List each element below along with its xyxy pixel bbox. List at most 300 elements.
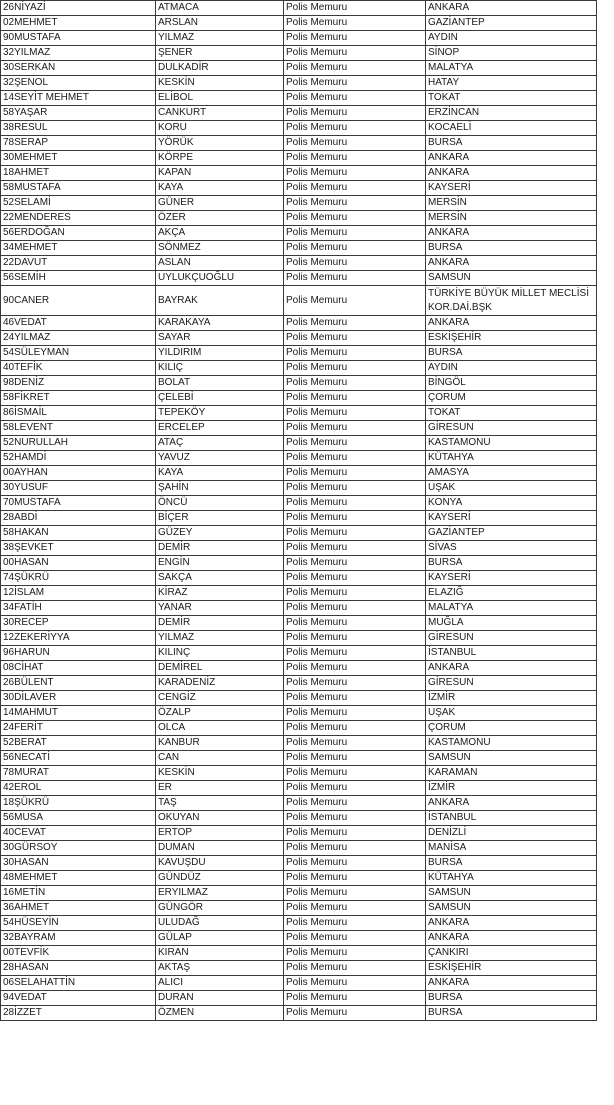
- name-cell: [1, 196, 156, 211]
- row-id: 24: [3, 332, 15, 343]
- surname-cell: UYLUKÇUOĞLU: [156, 271, 284, 286]
- city-cell: ÇORUM: [426, 721, 597, 736]
- name-cell: [1, 856, 156, 871]
- first-name: EROL: [14, 782, 42, 793]
- first-name: YILMAZ: [14, 47, 51, 58]
- city-cell: İZMİR: [426, 691, 597, 706]
- city-cell: BURSA: [426, 1006, 597, 1021]
- first-name: ABDİ: [14, 512, 38, 523]
- surname-cell: KARAKAYA: [156, 316, 284, 331]
- row-id: 30: [3, 152, 15, 163]
- title-cell: Polis Memuru: [284, 931, 426, 946]
- city-cell: İSTANBUL: [426, 811, 597, 826]
- first-name: MENDERES: [14, 212, 71, 223]
- name-cell: [1, 511, 156, 526]
- title-cell: Polis Memuru: [284, 601, 426, 616]
- table-row: [1, 61, 597, 76]
- row-id: 30: [3, 62, 15, 73]
- city-cell: DENİZLİ: [426, 826, 597, 841]
- first-name: FİKRET: [14, 392, 50, 403]
- city-cell: MERSİN: [426, 196, 597, 211]
- first-name: SÜLEYMAN: [14, 347, 70, 358]
- surname-cell: DEMİR: [156, 541, 284, 556]
- surname-cell: KANBUR: [156, 736, 284, 751]
- table-row: [1, 121, 597, 136]
- table-row: [1, 211, 597, 226]
- title-cell: Polis Memuru: [284, 181, 426, 196]
- row-id: 32: [3, 47, 15, 58]
- row-id: 38: [3, 122, 15, 133]
- name-cell: [1, 811, 156, 826]
- city-cell: ANKARA: [426, 226, 597, 241]
- surname-cell: YANAR: [156, 601, 284, 616]
- first-name: RECEP: [14, 617, 49, 628]
- surname-cell: ERYILMAZ: [156, 886, 284, 901]
- table-row: [1, 736, 597, 751]
- surname-cell: DURAN: [156, 991, 284, 1006]
- table-row: [1, 601, 597, 616]
- name-cell: [1, 961, 156, 976]
- row-id: 18: [3, 797, 15, 808]
- name-cell: [1, 166, 156, 181]
- title-cell: Polis Memuru: [284, 586, 426, 601]
- table-row: [1, 991, 597, 1006]
- city-cell: TOKAT: [426, 91, 597, 106]
- first-name: SEMİH: [14, 272, 46, 283]
- city-cell: UŞAK: [426, 481, 597, 496]
- name-cell: [1, 616, 156, 631]
- title-cell: Polis Memuru: [284, 61, 426, 76]
- title-cell: Polis Memuru: [284, 976, 426, 991]
- table-row: [1, 766, 597, 781]
- first-name: MAHMUT: [14, 707, 59, 718]
- city-cell: ANKARA: [426, 1, 597, 16]
- table-row: [1, 271, 597, 286]
- first-name: SERAP: [14, 137, 49, 148]
- table-row: [1, 166, 597, 181]
- title-cell: Polis Memuru: [284, 361, 426, 376]
- table-row: [1, 286, 597, 316]
- row-id: 02: [3, 17, 15, 28]
- city-cell: AYDIN: [426, 31, 597, 46]
- city-cell: MANİSA: [426, 841, 597, 856]
- title-cell: Polis Memuru: [284, 541, 426, 556]
- name-cell: [1, 346, 156, 361]
- surname-cell: SÖNMEZ: [156, 241, 284, 256]
- first-name: TEFİK: [14, 362, 43, 373]
- surname-cell: TEPEKÖY: [156, 406, 284, 421]
- table-row: [1, 556, 597, 571]
- table-row: [1, 16, 597, 31]
- name-cell: [1, 556, 156, 571]
- row-id: 30: [3, 692, 15, 703]
- name-cell: [1, 736, 156, 751]
- name-cell: [1, 31, 156, 46]
- table-row: [1, 91, 597, 106]
- row-id: 74: [3, 572, 15, 583]
- name-cell: [1, 466, 156, 481]
- title-cell: Polis Memuru: [284, 406, 426, 421]
- first-name: FERİT: [14, 722, 44, 733]
- title-cell: Polis Memuru: [284, 106, 426, 121]
- city-cell: GAZİANTEP: [426, 526, 597, 541]
- row-id: 58: [3, 422, 15, 433]
- surname-cell: KARADENİZ: [156, 676, 284, 691]
- table-row: [1, 46, 597, 61]
- row-id: 56: [3, 227, 15, 238]
- title-cell: Polis Memuru: [284, 571, 426, 586]
- surname-cell: ELİBOL: [156, 91, 284, 106]
- surname-cell: ŞAHİN: [156, 481, 284, 496]
- surname-cell: AKÇA: [156, 226, 284, 241]
- row-id: 48: [3, 872, 15, 883]
- title-cell: Polis Memuru: [284, 256, 426, 271]
- first-name: NİYAZİ: [14, 2, 46, 13]
- city-cell: ANKARA: [426, 976, 597, 991]
- row-id: 14: [3, 707, 15, 718]
- city-cell: SİVAS: [426, 541, 597, 556]
- table-row: [1, 526, 597, 541]
- surname-cell: ERCELEP: [156, 421, 284, 436]
- table-row: [1, 421, 597, 436]
- row-id: 28: [3, 1007, 15, 1018]
- first-name: MUSA: [14, 812, 44, 823]
- surname-cell: DEMİR: [156, 616, 284, 631]
- city-cell: ANKARA: [426, 151, 597, 166]
- table-row: [1, 181, 597, 196]
- table-row: [1, 196, 597, 211]
- first-name: TEVFİK: [14, 947, 50, 958]
- name-cell: [1, 901, 156, 916]
- row-id: 58: [3, 107, 15, 118]
- name-cell: [1, 451, 156, 466]
- first-name: MEHMET: [14, 242, 58, 253]
- table-row: [1, 646, 597, 661]
- first-name: İSLAM: [14, 587, 45, 598]
- surname-cell: TAŞ: [156, 796, 284, 811]
- title-cell: Polis Memuru: [284, 316, 426, 331]
- row-id: 12: [3, 632, 15, 643]
- city-cell: SAMSUN: [426, 901, 597, 916]
- surname-cell: ENGİN: [156, 556, 284, 571]
- title-cell: Polis Memuru: [284, 511, 426, 526]
- surname-cell: SAYAR: [156, 331, 284, 346]
- surname-cell: BOLAT: [156, 376, 284, 391]
- title-cell: Polis Memuru: [284, 706, 426, 721]
- row-id: 46: [3, 317, 15, 328]
- surname-cell: KESKİN: [156, 766, 284, 781]
- table-row: [1, 481, 597, 496]
- table-row: [1, 76, 597, 91]
- city-cell: KÜTAHYA: [426, 451, 597, 466]
- name-cell: [1, 631, 156, 646]
- row-id: 96: [3, 647, 15, 658]
- title-cell: Polis Memuru: [284, 691, 426, 706]
- row-id: 26: [3, 2, 15, 13]
- name-cell: [1, 286, 156, 316]
- table-row: [1, 826, 597, 841]
- surname-cell: ARSLAN: [156, 16, 284, 31]
- name-cell: [1, 601, 156, 616]
- row-id: 40: [3, 827, 15, 838]
- first-name: ŞEVKET: [14, 542, 54, 553]
- row-id: 00: [3, 947, 15, 958]
- personnel-table-body: [1, 1, 597, 1021]
- surname-cell: KORU: [156, 121, 284, 136]
- row-id: 32: [3, 77, 15, 88]
- row-id: 34: [3, 602, 15, 613]
- surname-cell: ER: [156, 781, 284, 796]
- surname-cell: ALICI: [156, 976, 284, 991]
- city-cell: ESKİŞEHİR: [426, 331, 597, 346]
- title-cell: Polis Memuru: [284, 271, 426, 286]
- city-cell: ANKARA: [426, 796, 597, 811]
- surname-cell: DULKADİR: [156, 61, 284, 76]
- title-cell: Polis Memuru: [284, 556, 426, 571]
- title-cell: Polis Memuru: [284, 151, 426, 166]
- table-row: [1, 1, 597, 16]
- title-cell: Polis Memuru: [284, 631, 426, 646]
- title-cell: Polis Memuru: [284, 1, 426, 16]
- title-cell: Polis Memuru: [284, 526, 426, 541]
- name-cell: [1, 376, 156, 391]
- table-row: [1, 226, 597, 241]
- table-row: [1, 106, 597, 121]
- first-name: HASAN: [14, 962, 49, 973]
- table-row: [1, 886, 597, 901]
- table-row: [1, 631, 597, 646]
- city-cell: ANKARA: [426, 316, 597, 331]
- surname-cell: KAYA: [156, 466, 284, 481]
- name-cell: [1, 211, 156, 226]
- city-cell: ESKİŞEHİR: [426, 961, 597, 976]
- first-name: AYHAN: [14, 467, 48, 478]
- row-id: 52: [3, 452, 15, 463]
- row-id: 06: [3, 977, 15, 988]
- name-cell: [1, 541, 156, 556]
- first-name: MEHMET: [14, 17, 58, 28]
- surname-cell: DUMAN: [156, 841, 284, 856]
- first-name: HASAN: [14, 557, 49, 568]
- table-row: [1, 571, 597, 586]
- name-cell: [1, 1006, 156, 1021]
- row-id: 18: [3, 167, 15, 178]
- title-cell: Polis Memuru: [284, 436, 426, 451]
- first-name: HARUN: [14, 647, 50, 658]
- first-name: MEHMET: [14, 152, 58, 163]
- name-cell: [1, 496, 156, 511]
- title-cell: Polis Memuru: [284, 796, 426, 811]
- city-cell: BURSA: [426, 856, 597, 871]
- city-cell: KARAMAN: [426, 766, 597, 781]
- name-cell: [1, 571, 156, 586]
- table-row: [1, 406, 597, 421]
- row-id: 30: [3, 842, 15, 853]
- first-name: DAVUT: [14, 257, 48, 268]
- name-cell: [1, 676, 156, 691]
- title-cell: Polis Memuru: [284, 466, 426, 481]
- city-cell: MERSİN: [426, 211, 597, 226]
- row-id: 14: [3, 92, 15, 103]
- name-cell: [1, 421, 156, 436]
- first-name: AHMET: [14, 902, 50, 913]
- name-cell: [1, 76, 156, 91]
- first-name: YUSUF: [14, 482, 49, 493]
- city-cell: ANKARA: [426, 256, 597, 271]
- row-id: 24: [3, 722, 15, 733]
- table-row: [1, 796, 597, 811]
- name-cell: [1, 106, 156, 121]
- table-row: [1, 916, 597, 931]
- row-id: 00: [3, 467, 15, 478]
- table-row: [1, 466, 597, 481]
- table-row: [1, 541, 597, 556]
- row-id: 08: [3, 662, 15, 673]
- table-row: [1, 751, 597, 766]
- name-cell: [1, 256, 156, 271]
- name-cell: [1, 706, 156, 721]
- row-id: 16: [3, 887, 15, 898]
- table-row: [1, 691, 597, 706]
- first-name: MUSTAFA: [14, 32, 61, 43]
- name-cell: [1, 586, 156, 601]
- name-cell: [1, 61, 156, 76]
- first-name: HAMDİ: [14, 452, 47, 463]
- title-cell: Polis Memuru: [284, 901, 426, 916]
- city-cell: UŞAK: [426, 706, 597, 721]
- table-row: [1, 721, 597, 736]
- surname-cell: BAYRAK: [156, 286, 284, 316]
- city-cell: TÜRKİYE BÜYÜK MİLLET MECLİSİ KOR.DAİ.BŞK: [426, 286, 597, 316]
- city-cell: ANKARA: [426, 931, 597, 946]
- surname-cell: ATMACA: [156, 1, 284, 16]
- name-cell: [1, 1, 156, 16]
- title-cell: Polis Memuru: [284, 376, 426, 391]
- first-name: CİHAT: [14, 662, 44, 673]
- title-cell: Polis Memuru: [284, 811, 426, 826]
- city-cell: KAYSERİ: [426, 181, 597, 196]
- surname-cell: KAPAN: [156, 166, 284, 181]
- row-id: 54: [3, 347, 15, 358]
- row-id: 28: [3, 962, 15, 973]
- table-row: [1, 1006, 597, 1021]
- name-cell: [1, 721, 156, 736]
- city-cell: GİRESUN: [426, 421, 597, 436]
- surname-cell: AKTAŞ: [156, 961, 284, 976]
- surname-cell: GÜNDÜZ: [156, 871, 284, 886]
- surname-cell: GÜZEY: [156, 526, 284, 541]
- title-cell: Polis Memuru: [284, 736, 426, 751]
- name-cell: [1, 976, 156, 991]
- surname-cell: KÖRPE: [156, 151, 284, 166]
- first-name: FATİH: [14, 602, 42, 613]
- row-id: 94: [3, 992, 15, 1003]
- table-row: [1, 391, 597, 406]
- first-name: GÜRSOY: [14, 842, 58, 853]
- name-cell: [1, 16, 156, 31]
- surname-cell: OLCA: [156, 721, 284, 736]
- row-id: 22: [3, 257, 15, 268]
- first-name: AHMET: [14, 167, 50, 178]
- surname-cell: SAKÇA: [156, 571, 284, 586]
- row-id: 38: [3, 542, 15, 553]
- table-row: [1, 856, 597, 871]
- title-cell: Polis Memuru: [284, 46, 426, 61]
- city-cell: İSTANBUL: [426, 646, 597, 661]
- title-cell: Polis Memuru: [284, 196, 426, 211]
- table-row: [1, 946, 597, 961]
- city-cell: MALATYA: [426, 601, 597, 616]
- first-name: CANER: [14, 294, 50, 306]
- table-row: [1, 586, 597, 601]
- title-cell: Polis Memuru: [284, 481, 426, 496]
- surname-cell: KIRAN: [156, 946, 284, 961]
- row-id: 78: [3, 767, 15, 778]
- name-cell: [1, 946, 156, 961]
- name-cell: [1, 91, 156, 106]
- row-id: 58: [3, 527, 15, 538]
- row-id: 28: [3, 512, 15, 523]
- first-name: SEYİT MEHMET: [14, 92, 89, 103]
- city-cell: ANKARA: [426, 916, 597, 931]
- city-cell: GAZİANTEP: [426, 16, 597, 31]
- city-cell: ANKARA: [426, 661, 597, 676]
- title-cell: Polis Memuru: [284, 946, 426, 961]
- surname-cell: BİÇER: [156, 511, 284, 526]
- name-cell: [1, 661, 156, 676]
- first-name: BAYRAM: [14, 932, 56, 943]
- surname-cell: ASLAN: [156, 256, 284, 271]
- surname-cell: GÜNGÖR: [156, 901, 284, 916]
- surname-cell: YILDIRIM: [156, 346, 284, 361]
- name-cell: [1, 406, 156, 421]
- city-cell: AMASYA: [426, 466, 597, 481]
- city-cell: ANKARA: [426, 166, 597, 181]
- city-cell: MALATYA: [426, 61, 597, 76]
- name-cell: [1, 136, 156, 151]
- first-name: NECATİ: [14, 752, 51, 763]
- city-cell: MUĞLA: [426, 616, 597, 631]
- title-cell: Polis Memuru: [284, 841, 426, 856]
- name-cell: [1, 691, 156, 706]
- first-name: BÜLENT: [14, 677, 54, 688]
- city-cell: TOKAT: [426, 406, 597, 421]
- city-cell: BURSA: [426, 241, 597, 256]
- row-id: 30: [3, 482, 15, 493]
- name-cell: [1, 481, 156, 496]
- row-id: 58: [3, 392, 15, 403]
- city-cell: KASTAMONU: [426, 436, 597, 451]
- city-cell: AYDIN: [426, 361, 597, 376]
- surname-cell: ÖZER: [156, 211, 284, 226]
- title-cell: Polis Memuru: [284, 331, 426, 346]
- name-cell: [1, 331, 156, 346]
- table-row: [1, 811, 597, 826]
- first-name: ŞÜKRÜ: [14, 797, 50, 808]
- table-row: [1, 241, 597, 256]
- title-cell: Polis Memuru: [284, 991, 426, 1006]
- row-id: 86: [3, 407, 15, 418]
- surname-cell: ŞENER: [156, 46, 284, 61]
- surname-cell: YAVUZ: [156, 451, 284, 466]
- city-cell: BURSA: [426, 136, 597, 151]
- row-id: 90: [3, 32, 15, 43]
- table-row: [1, 256, 597, 271]
- surname-cell: GÜNER: [156, 196, 284, 211]
- row-id: 78: [3, 137, 15, 148]
- table-row: [1, 781, 597, 796]
- table-row: [1, 901, 597, 916]
